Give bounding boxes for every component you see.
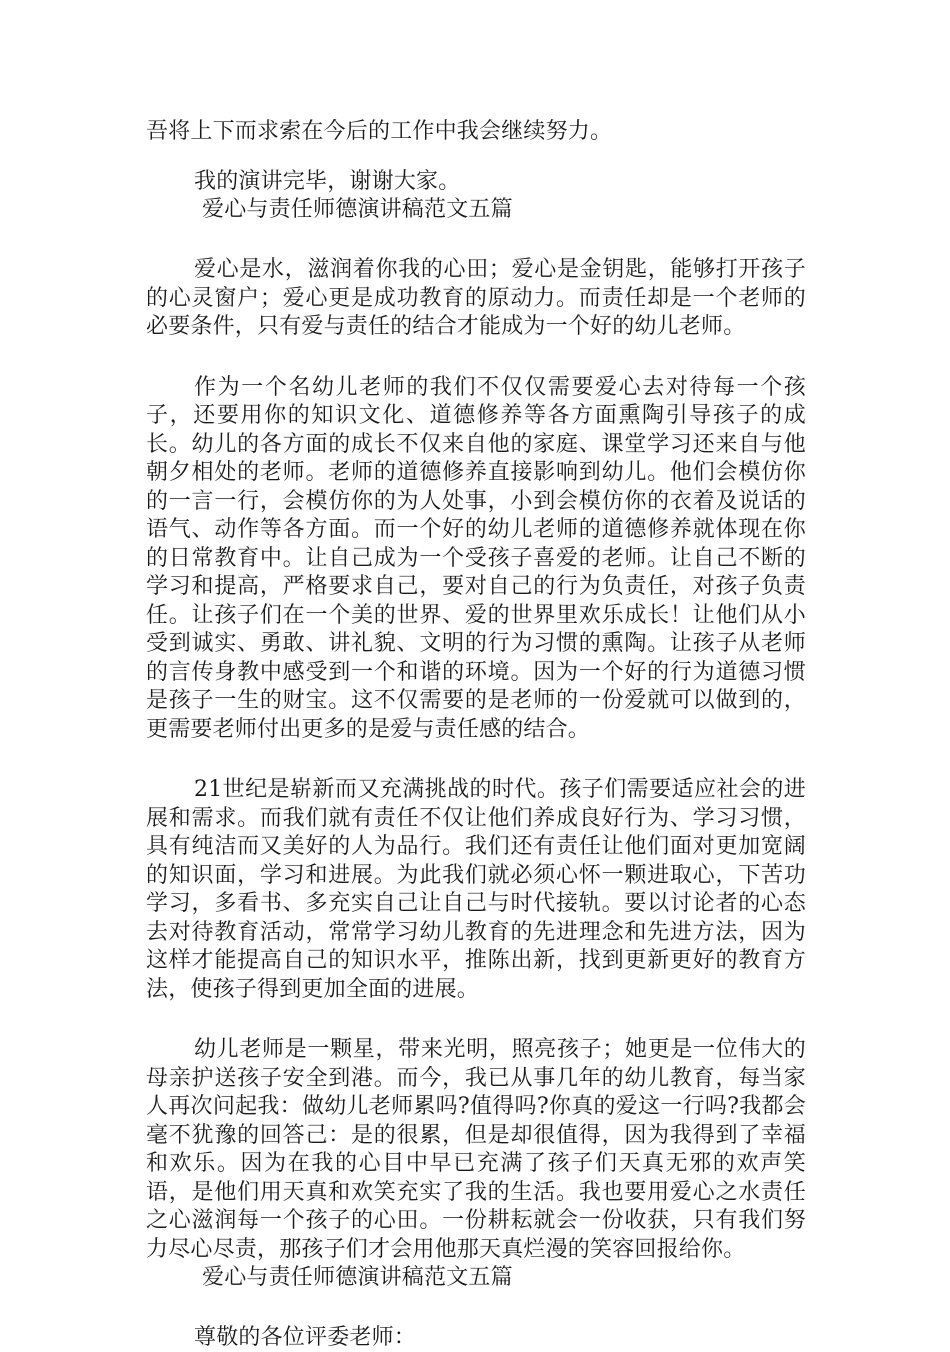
document-page — [146, 118, 806, 1352]
body-paragraph: 21世纪是崭新而又充满挑战的时代。孩子们需要适应社会的进展和需求。而我们就有责任不仅让他们养成良好行为、学习习惯，具有纯洁而又美好的人为品行。我们还有责任让他们面对更加宽阔的知识面，学习和进展。为此我们就必须心怀一颗进取心，下苦功学习，多看书、多充实自己让自己与时代接轨。要以讨论者的心态去对待教育活动，常常学习幼儿教育的先进理念和先进方法，因为这样才能提高自己的知识水平，推陈出新，找到更新更好的教育方法，使孩子得到更加全面的进展。 — [146, 777, 806, 1002]
text-line: 吾将上下而求索在今后的工作中我会继续努力。 — [146, 119, 613, 144]
section-title: 爱心与责任师德演讲稿范文五篇 — [202, 1265, 513, 1290]
body-paragraph: 幼儿老师是一颗星，带来光明，照亮孩子；她更是一位伟大的母亲护送孩子安全到港。而今，我已从事几年的幼儿教育，每当家人再次问起我：做幼儿老师累吗?值得吗?你真的爱这一行吗?我都会毫不犹豫的回答己：是的很累，但是却很值得，因为我得到了幸福和欢乐。因为在我的心目中早已充满了孩子们天真无邪的欢声笑语，是他们用天真和欢笑充实了我的生活。我也要用爱心之水责任之心滋润每一个孩子的心田。一份耕耘就会一份收获，只有我们努力尽心尽责，那孩子们才会用他那天真烂漫的笑容回报给你。 — [146, 1037, 806, 1262]
closing-line: 我的演讲完毕，谢谢大家。 — [194, 169, 461, 194]
section-title: 爱心与责任师德演讲稿范文五篇 — [202, 197, 513, 222]
body-paragraph: 作为一个名幼儿老师的我们不仅仅需要爱心去对待每一个孩子，还要用你的知识文化、道德修养等各方面熏陶引导孩子的成长。幼儿的各方面的成长不仅来自他的家庭、课堂学习还来自与他朝夕相处的老师。老师的道德修养直接影响到幼儿。他们会模仿你的一言一行，会模仿你的为人处事，小到会模仿你的衣着及说话的语气、动作等各方面。而一个好的幼儿老师的道德修养就体现在你的日常教育中。让自己成为一个受孩子喜爱的老师。让自己不断的学习和提高，严格要求自己，要对自己的行为负责任，对孩子负责任。让孩子们在一个美的世界、爱的世界里欢乐成长！让他们从小受到诚实、勇敢、讲礼貌、文明的行为习惯的熏陶。让孩子从老师的言传身教中感受到一个和谐的环境。因为一个好的行为道德习惯是孩子一生的财宝。这不仅需要的是老师的一份爱就可以做到的，更需要老师付出更多的是爱与责任感的结合。 — [146, 374, 806, 742]
salutation-line: 尊敬的各位评委老师： — [194, 1325, 417, 1350]
body-paragraph: 爱心是水，滋润着你我的心田；爱心是金钥匙，能够打开孩子的心灵窗户；爱心更是成功教育的原动力。而责任却是一个老师的必要条件，只有爱与责任的结合才能成为一个好的幼儿老师。 — [146, 257, 806, 339]
